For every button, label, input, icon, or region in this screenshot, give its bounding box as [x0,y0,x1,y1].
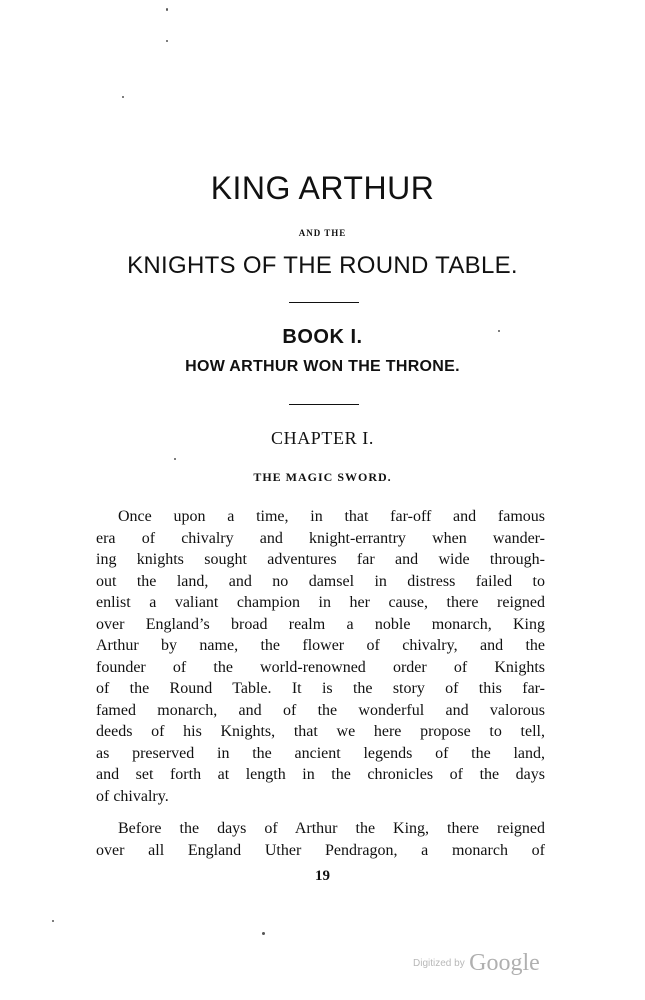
book-number: BOOK I. [282,326,363,348]
text-line: ing knights sought adventures far and wide through- [96,551,545,568]
text-line: as preserved in the ancient legends of the land, [96,744,545,762]
digitized-watermark [413,950,540,977]
paragraph-2 [96,818,545,861]
paragraph-1 [96,506,545,807]
scan-speck [166,40,168,42]
text-line: enlist a valiant champion in her cause, there reigned [96,594,545,611]
book-heading: HOW ARTHUR WON THE THRONE. [185,358,460,375]
chapter-number: CHAPTER I. [270,428,374,448]
text-line: founder of the world-renowned order of Knights [96,658,545,676]
title-conjunction: AND THE [298,228,347,238]
google-logo: Google [469,950,540,976]
text-line: famed monarch, and of the wonderful and valorous [96,701,545,719]
scan-speck [498,330,500,332]
text-line: over England’s broad realm a noble monarch, King [96,615,545,633]
text-line: Once upon a time, in that far-off and famous [118,508,545,525]
book-title: KING ARTHUR [210,170,435,206]
text-line: deeds of his Knights, that we here propose to tell, [96,723,545,740]
text-line: of the Round Table. It is the story of this far- [96,680,545,697]
text-line: Before the days of Arthur the King, there reigned [118,820,545,837]
text-line: out the land, and no damsel in distress failed to [96,572,545,590]
book-subtitle: KNIGHTS OF THE ROUND TABLE. [127,252,518,279]
divider-rule [289,302,359,303]
page-number: 19 [315,868,330,884]
scan-speck [262,932,265,935]
scan-speck [122,96,124,98]
watermark-prefix: Digitized by [413,958,465,969]
scan-speck [174,458,176,460]
text-line: era of chivalry and knight-errantry when wander- [96,529,545,547]
divider-rule [289,404,359,405]
text-line: of chivalry. [96,787,169,805]
scan-speck [52,920,54,922]
text-line: and set forth at length in the chronicles of the days [96,766,545,783]
chapter-title: THE MAGIC SWORD. [253,470,392,484]
scan-speck [166,8,168,11]
text-line: over all England Uther Pendragon, a monarch of [96,841,545,859]
text-line: Arthur by name, the flower of chivalry, and the [96,637,545,654]
